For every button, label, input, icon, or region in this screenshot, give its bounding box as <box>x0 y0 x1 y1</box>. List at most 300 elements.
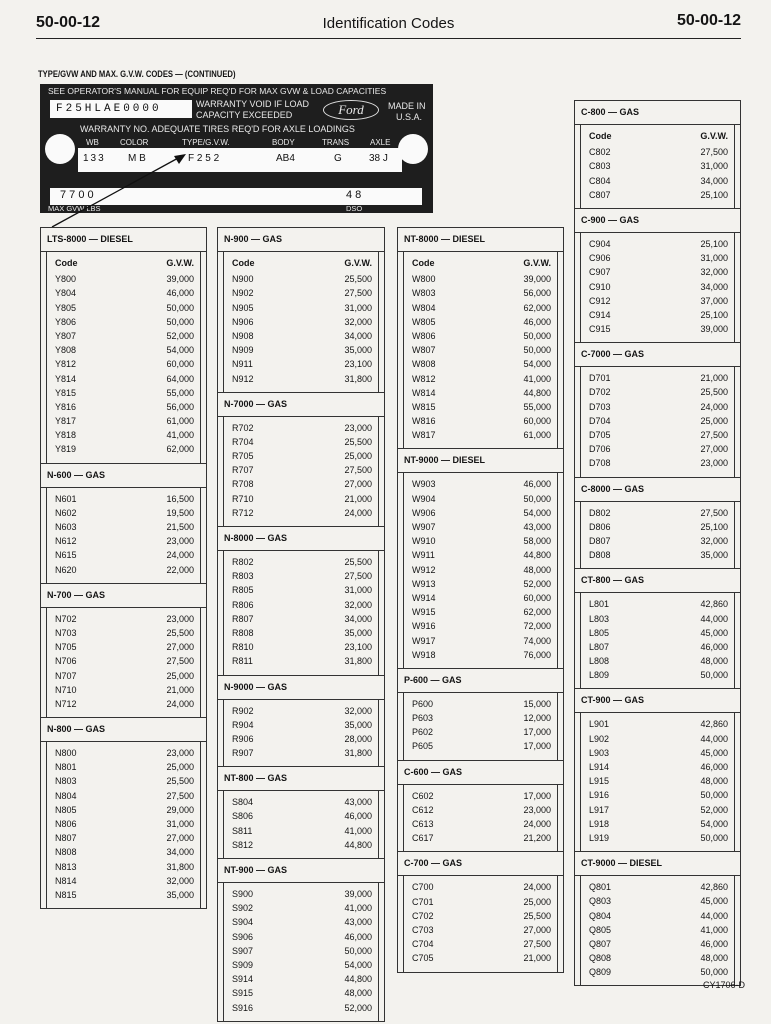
gvw-cell: 21,000 <box>166 684 194 695</box>
gvw-cell: 34,000 <box>344 330 372 341</box>
code-cell: R807 <box>232 613 254 624</box>
code-section <box>575 851 740 985</box>
gvw-cell: 21,000 <box>344 493 372 504</box>
gvw-cell: 60,000 <box>523 416 551 427</box>
gvw-cell: 24,000 <box>523 819 551 829</box>
table-row <box>47 888 200 902</box>
gvw-cell: 54,000 <box>166 345 194 356</box>
table-row <box>404 428 557 442</box>
code-cell: W910 <box>412 536 436 547</box>
section-body <box>46 252 201 463</box>
plate-axle-value: 38 J <box>369 153 388 164</box>
gvw-cell: 46,000 <box>700 762 728 772</box>
gvw-cell: 27,000 <box>700 444 728 455</box>
table-row <box>224 640 378 654</box>
gvw-cell: 25,500 <box>166 776 194 787</box>
gvw-cell: 50,000 <box>700 832 728 843</box>
gvw-cell: 52,000 <box>700 804 728 815</box>
gvw-cell: 21,000 <box>700 373 728 384</box>
gvw-cell: 44,000 <box>700 733 728 744</box>
table-row <box>224 343 378 357</box>
page-title: Identification Codes <box>322 15 455 32</box>
table-row <box>224 421 378 435</box>
gvw-cell: 61,000 <box>523 430 551 441</box>
table-row <box>404 477 557 491</box>
section-heading: NT-9000 — DIESEL <box>398 448 563 473</box>
table-row <box>224 357 378 371</box>
table-row <box>581 400 734 414</box>
code-cell: C701 <box>412 896 434 907</box>
table-row <box>404 697 557 711</box>
code-cell: Y804 <box>55 288 77 299</box>
gvw-cell: 31,000 <box>700 253 728 264</box>
table-row <box>581 428 734 442</box>
section-body <box>223 551 379 675</box>
plate-dso-value: 4 8 <box>346 189 362 201</box>
section-heading: LTS-8000 — DIESEL <box>41 228 206 252</box>
code-cell: N808 <box>55 847 77 858</box>
table-row <box>224 435 378 449</box>
section-body <box>223 252 379 392</box>
code-section <box>398 668 563 760</box>
table-row <box>224 569 378 583</box>
gvw-cell: 54,000 <box>344 959 372 970</box>
code-cell: C617 <box>412 833 434 844</box>
code-cell: N703 <box>55 627 77 638</box>
table-row <box>581 597 734 611</box>
gvw-cell: 31,000 <box>166 819 194 829</box>
plate-label-trans: TRANS <box>322 138 350 147</box>
table-row <box>224 732 378 746</box>
code-cell: L902 <box>589 733 610 744</box>
table-row <box>47 357 200 371</box>
section-heading: N-800 — GAS <box>41 717 206 742</box>
code-cell: R803 <box>232 571 254 582</box>
code-cell: L917 <box>589 804 610 815</box>
table-row <box>224 930 378 944</box>
table-row <box>47 301 200 315</box>
code-cell: S812 <box>232 839 254 850</box>
code-cell: N707 <box>55 670 77 681</box>
code-cell: N902 <box>232 288 254 299</box>
table-row <box>404 301 557 315</box>
gvw-cell: 41,000 <box>344 903 372 914</box>
gvw-cell: 27,500 <box>700 430 728 440</box>
plate-wb-value: 133 <box>83 153 106 164</box>
code-cell: N705 <box>55 642 77 653</box>
ford-logo: Ford <box>323 100 379 120</box>
table-row <box>404 831 557 845</box>
section-heading: CT-9000 — DIESEL <box>575 851 740 876</box>
table-row <box>581 534 734 548</box>
table-row <box>47 746 200 760</box>
section-body <box>580 125 735 208</box>
gvw-cell: 45,000 <box>700 896 728 907</box>
table-row <box>581 937 734 951</box>
section-heading: N-7000 — GAS <box>218 392 384 417</box>
code-cell: N601 <box>55 493 77 504</box>
gvw-cell: 34,000 <box>700 175 728 186</box>
code-cell: W903 <box>412 479 436 490</box>
gvw-cell: 37,000 <box>700 295 728 306</box>
gvw-cell: 31,000 <box>344 302 372 313</box>
gvw-cell: 31,800 <box>344 748 372 759</box>
gvw-cell: 54,000 <box>523 507 551 518</box>
code-cell: Y816 <box>55 401 77 412</box>
code-cell: R902 <box>232 705 254 716</box>
section-body <box>223 700 379 767</box>
code-header: Code <box>55 258 78 268</box>
gvw-cell: 48,000 <box>700 953 728 964</box>
table-row <box>581 760 734 774</box>
gvw-cell: 39,000 <box>344 889 372 899</box>
gvw-cell: 41,000 <box>344 825 372 836</box>
gvw-cell: 46,000 <box>523 479 551 490</box>
code-cell: L805 <box>589 627 610 638</box>
gvw-cell: 23,100 <box>344 642 372 653</box>
table-row <box>404 272 557 286</box>
code-header: Code <box>232 258 255 268</box>
code-cell: W918 <box>412 649 436 660</box>
code-cell: C910 <box>589 281 611 292</box>
gvw-cell: 45,000 <box>700 747 728 758</box>
gvw-cell: 44,800 <box>523 387 551 398</box>
table-row <box>404 803 557 817</box>
table-row <box>581 385 734 399</box>
code-cell: R702 <box>232 422 254 433</box>
table-row <box>581 414 734 428</box>
gvw-cell: 34,000 <box>700 281 728 292</box>
gvw-cell: 27,000 <box>523 924 551 935</box>
table-row <box>224 626 378 640</box>
code-cell: Q804 <box>589 910 612 921</box>
gvw-cell: 25,100 <box>700 309 728 320</box>
plate-max-gvw-value: 7 7 0 0 <box>60 189 94 201</box>
table-row <box>404 817 557 831</box>
table-row <box>404 619 557 633</box>
table-row <box>581 308 734 322</box>
gvw-cell: 50,000 <box>700 790 728 801</box>
code-cell: C802 <box>589 147 611 158</box>
gvw-cell: 23,100 <box>344 359 372 370</box>
gvw-cell: 52,000 <box>344 1002 372 1013</box>
table-column-3 <box>397 227 564 973</box>
code-cell: L801 <box>589 599 610 610</box>
gvw-cell: 24,000 <box>344 507 372 518</box>
code-cell: W911 <box>412 550 435 561</box>
code-cell: P602 <box>412 727 434 738</box>
code-cell: R802 <box>232 557 254 567</box>
gvw-cell: 35,000 <box>344 345 372 356</box>
code-cell: N900 <box>232 274 254 285</box>
code-cell: R704 <box>232 436 254 447</box>
table-row <box>47 534 200 548</box>
table-row <box>404 648 557 662</box>
code-cell: C700 <box>412 882 434 893</box>
section-heading: C-600 — GAS <box>398 760 563 785</box>
gvw-cell: 46,000 <box>700 641 728 652</box>
section-body <box>580 876 735 985</box>
table-row <box>581 442 734 456</box>
table-row <box>224 901 378 915</box>
gvw-cell: 42,860 <box>700 719 728 730</box>
section-body <box>580 502 735 569</box>
gvw-cell: 12,000 <box>523 713 551 724</box>
gvw-cell: 21,500 <box>166 522 194 532</box>
table-row <box>47 414 200 428</box>
gvw-cell: 17,000 <box>523 790 551 801</box>
gvw-cell: 31,000 <box>700 161 728 172</box>
code-cell: Q801 <box>589 882 612 893</box>
table-row <box>47 386 200 400</box>
gvw-cell: 46,000 <box>344 931 372 942</box>
table-row <box>404 506 557 520</box>
figure-code: CY1706-D <box>702 980 745 990</box>
table-row <box>47 760 200 774</box>
code-section <box>398 228 563 448</box>
code-cell: Y815 <box>55 387 77 398</box>
table-row <box>47 612 200 626</box>
code-cell: W806 <box>412 330 436 341</box>
code-cell: C704 <box>412 939 434 950</box>
section-heading: NT-8000 — DIESEL <box>398 228 563 252</box>
code-cell: S909 <box>232 959 254 970</box>
table-row <box>581 803 734 817</box>
gvw-cell: 62,000 <box>523 607 551 618</box>
gvw-cell: 25,000 <box>166 670 194 681</box>
code-cell: S915 <box>232 988 254 999</box>
code-cell: Q805 <box>589 924 612 935</box>
code-cell: D806 <box>589 521 611 532</box>
column-header-row <box>224 256 378 270</box>
code-cell: W807 <box>412 345 436 356</box>
gvw-cell: 27,500 <box>166 656 194 667</box>
code-cell: R805 <box>232 585 254 596</box>
table-row <box>47 789 200 803</box>
code-cell: D704 <box>589 415 611 426</box>
table-row <box>47 400 200 414</box>
section-heading: CT-900 — GAS <box>575 688 740 713</box>
section-body <box>580 367 735 476</box>
table-row <box>404 492 557 506</box>
code-cell: N911 <box>232 359 253 370</box>
code-cell: L915 <box>589 776 610 787</box>
table-row <box>224 795 378 809</box>
code-cell: W916 <box>412 621 436 632</box>
table-row <box>224 329 378 343</box>
table-row <box>47 506 200 520</box>
gvw-cell: 29,000 <box>166 804 194 815</box>
table-row <box>581 251 734 265</box>
gvw-cell: 44,800 <box>344 839 372 850</box>
table-row <box>47 626 200 640</box>
table-row <box>581 774 734 788</box>
code-cell: N806 <box>55 819 77 829</box>
table-row <box>581 894 734 908</box>
code-cell: N815 <box>55 889 77 900</box>
code-cell: W814 <box>412 387 436 398</box>
code-section <box>398 851 563 971</box>
gvw-cell: 52,000 <box>523 578 551 589</box>
gvw-cell: 24,000 <box>700 401 728 412</box>
code-cell: Y805 <box>55 302 77 313</box>
gvw-cell: 35,000 <box>344 627 372 638</box>
gvw-cell: 32,000 <box>166 875 194 886</box>
section-body <box>223 883 379 1021</box>
column-header-row <box>581 129 734 143</box>
table-row <box>224 583 378 597</box>
plate-line-3: WARRANTY NO. ADEQUATE TIRES REQ'D FOR AXLE LOADINGS <box>80 124 355 134</box>
gvw-cell: 72,000 <box>523 621 551 632</box>
section-heading: C-900 — GAS <box>575 208 740 233</box>
gvw-cell: 76,000 <box>523 649 551 660</box>
code-cell: Q809 <box>589 967 612 978</box>
gvw-cell: 41,000 <box>166 430 194 441</box>
gvw-cell: 23,000 <box>166 613 194 624</box>
table-row <box>224 986 378 1000</box>
section-body <box>46 608 201 717</box>
table-row <box>224 598 378 612</box>
code-cell: D702 <box>589 387 611 398</box>
code-cell: N712 <box>55 698 77 709</box>
code-cell: W917 <box>412 635 436 646</box>
section-heading: NT-900 — GAS <box>218 858 384 883</box>
gvw-cell: 27,500 <box>523 939 551 950</box>
table-row <box>47 329 200 343</box>
gvw-cell: 44,000 <box>700 910 728 921</box>
code-cell: N800 <box>55 748 77 759</box>
code-cell: W816 <box>412 416 436 427</box>
section-body <box>580 713 735 851</box>
section-heading: N-900 — GAS <box>218 228 384 252</box>
code-cell: Y819 <box>55 444 77 455</box>
gvw-cell: 46,000 <box>344 811 372 822</box>
table-row <box>404 923 557 937</box>
table-row <box>581 817 734 831</box>
section-body <box>223 791 379 858</box>
table-row <box>224 506 378 520</box>
code-section <box>575 342 740 476</box>
code-cell: N807 <box>55 833 77 844</box>
gvw-cell: 32,000 <box>344 599 372 610</box>
code-cell: L808 <box>589 656 610 667</box>
gvw-cell: 31,800 <box>166 861 194 872</box>
gvw-cell: 25,500 <box>344 274 372 285</box>
table-row <box>581 746 734 760</box>
gvw-cell: 25,500 <box>344 436 372 447</box>
plate-label-dso: DSO <box>346 204 363 213</box>
gvw-cell: 28,000 <box>344 733 372 744</box>
table-row <box>47 372 200 386</box>
gvw-cell: 42,860 <box>700 599 728 610</box>
table-row <box>224 746 378 760</box>
code-cell: W914 <box>412 592 436 603</box>
table-row <box>581 548 734 562</box>
gvw-cell: 64,000 <box>166 373 194 384</box>
gvw-cell: 52,000 <box>166 330 194 341</box>
gvw-cell: 25,500 <box>344 557 372 567</box>
code-section <box>41 463 206 583</box>
plate-label-axle: AXLE <box>370 138 391 147</box>
gvw-cell: 39,000 <box>700 324 728 335</box>
table-column-4 <box>574 100 741 986</box>
gvw-cell: 44,000 <box>700 613 728 624</box>
table-row <box>404 789 557 803</box>
gvw-header: G.V.W. <box>700 131 728 141</box>
plate-color-value: M B <box>128 153 146 164</box>
table-row <box>224 477 378 491</box>
table-row <box>224 838 378 852</box>
code-cell: R710 <box>232 493 254 504</box>
code-cell: S806 <box>232 811 254 822</box>
code-section <box>398 448 563 667</box>
gvw-cell: 24,000 <box>523 882 551 893</box>
gvw-cell: 25,500 <box>523 910 551 921</box>
gvw-cell: 27,500 <box>344 465 372 476</box>
gvw-cell: 32,000 <box>344 316 372 327</box>
gvw-cell: 48,000 <box>700 776 728 787</box>
code-cell: P603 <box>412 713 434 724</box>
column-header-row <box>47 256 200 270</box>
table-row <box>404 286 557 300</box>
section-body <box>403 473 558 667</box>
gvw-cell: 35,000 <box>700 550 728 561</box>
code-cell: W904 <box>412 493 436 504</box>
table-row <box>581 880 734 894</box>
table-row <box>47 817 200 831</box>
code-cell: R712 <box>232 507 254 518</box>
table-row <box>581 506 734 520</box>
table-row <box>47 272 200 286</box>
code-section <box>218 858 384 1021</box>
gvw-cell: 35,000 <box>344 719 372 730</box>
section-title: TYPE/GVW AND MAX. G.V.W. CODES — (CONTINUED) <box>38 69 236 79</box>
table-row <box>404 372 557 386</box>
table-row <box>47 697 200 711</box>
code-cell: W913 <box>412 578 436 589</box>
gvw-cell: 50,000 <box>523 330 551 341</box>
gvw-cell: 27,000 <box>166 642 194 653</box>
table-row <box>404 414 557 428</box>
table-row <box>224 463 378 477</box>
code-cell: Y818 <box>55 430 77 441</box>
gvw-cell: 32,000 <box>700 535 728 546</box>
gvw-cell: 43,000 <box>344 797 372 808</box>
gvw-cell: 23,000 <box>166 536 194 547</box>
code-cell: C803 <box>589 161 611 172</box>
code-cell: W805 <box>412 316 436 327</box>
code-cell: W800 <box>412 274 436 285</box>
table-row <box>581 294 734 308</box>
plate-label-maxgvw: MAX GVW LBS <box>48 204 101 213</box>
table-row <box>581 626 734 640</box>
table-row <box>224 887 378 901</box>
page-number-right: 50-00-12 <box>676 12 741 29</box>
code-cell: S906 <box>232 931 254 942</box>
gvw-cell: 16,500 <box>166 493 194 504</box>
gvw-cell: 31,800 <box>344 373 372 384</box>
plate-label-type: TYPE/G.V.W. <box>182 138 230 147</box>
code-cell: R810 <box>232 642 254 653</box>
code-cell: L918 <box>589 818 610 829</box>
table-row <box>47 442 200 456</box>
table-row <box>47 845 200 859</box>
table-row <box>224 272 378 286</box>
code-cell: N906 <box>232 316 254 327</box>
code-cell: Y800 <box>55 274 77 285</box>
code-cell: D706 <box>589 444 611 455</box>
code-cell: D802 <box>589 507 611 518</box>
